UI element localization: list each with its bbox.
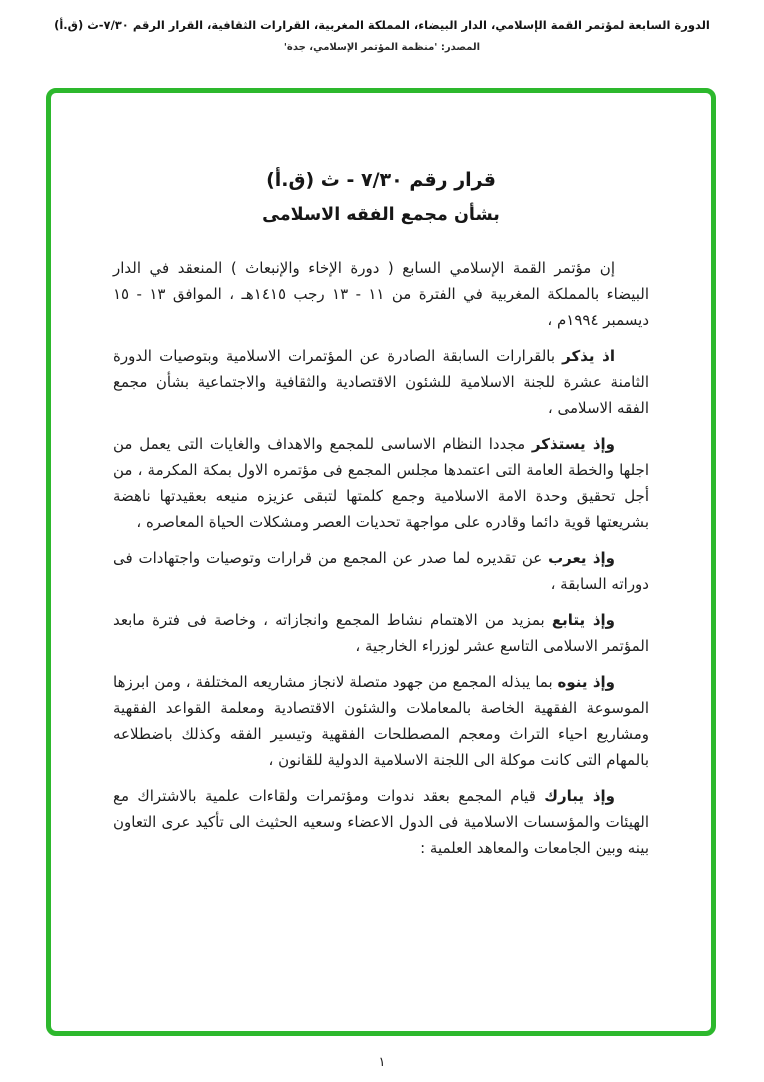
- paragraph-recalling-statute: [113, 431, 649, 535]
- document-header: [0, 0, 764, 53]
- paragraph-welcoming: [113, 783, 649, 861]
- paragraph-text: إن مؤتمر القمة الإسلامي السابع ( دورة الإخاء والإنبعاث ) المنعقد في الدار البيضاء بالمملكة المغربية في الفترة من ١١ - ١٣ رجب ١٤١٥هـ ، الموافق ١٣ - ١٥ ديسمبر ١٩٩٤م ،: [113, 259, 649, 329]
- paragraph-text: بالقرارات السابقة الصادرة عن المؤتمرات الاسلامية وبتوصيات الدورة الثامنة عشرة للجنة الاسلامية للشئون الاقتصادية والثقافية والاجتماعية بشأن مجمع الفقه الاسلامى ،: [113, 347, 649, 417]
- paragraph-text: عن تقديره لما صدر عن المجمع من قرارات وتوصيات واجتهادات فى دوراته السابقة ،: [113, 549, 649, 593]
- header-source: المصدر: 'منظمة المؤتمر الإسلامي، جدة': [283, 42, 481, 53]
- paragraph-following: [113, 607, 649, 659]
- paragraph-noting: [113, 669, 649, 773]
- paragraph-lead: اذ يذكر: [562, 347, 615, 365]
- paragraph-preamble: [113, 255, 649, 333]
- paragraph-text: مجددا النظام الاساسى للمجمع والاهداف والغايات التى يعمل من اجلها والخطة العامة التى اعتمدها مجلس المجمع فى مؤتمره الاول بمكة المكرمة ، من أجل تحقيق وحدة الامة الاسلامية وجمع كلمتها لتبقى عزيزه منيعه بعقيدتها ناهضة بشريعتها قوية دائما وقادره على مواجهة تحديات العصر ومشكلات الحياة المعاصره ،: [113, 435, 649, 531]
- paragraph-lead: وإذ يبارك: [544, 787, 616, 805]
- header-title: الدورة السابعة لمؤتمر القمة الإسلامي، الدار البيضاء، المملكة المغربية، القرارات الثقافية، القرار الرقم ٧/٣٠-ث (ق.أ): [54, 18, 710, 32]
- paragraph-lead: وإذ يتابع: [551, 611, 615, 629]
- paragraph-recalling: [113, 343, 649, 421]
- document-content: [51, 93, 711, 861]
- paragraph-lead: وإذ يستذكر: [531, 435, 615, 453]
- highlight-frame: [46, 88, 716, 1036]
- page-number: ١: [378, 1055, 386, 1070]
- paragraph-lead: وإذ يعرب: [548, 549, 615, 567]
- paragraph-text: قيام المجمع بعقد ندوات ومؤتمرات ولقاءات علمية بالاشتراك مع الهيئات والمؤسسات الاسلامية فى الدول الاعضاء وسعيه الحثيث الى تأكيد عرى التعاون بينه وبين الجامعات والمعاهد العلمية :: [113, 787, 649, 857]
- paragraph-text: بمزيد من الاهتمام نشاط المجمع وانجازاته ، وخاصة فى فترة مابعد المؤتمر الاسلامى التاسع عشر لوزراء الخارجية ،: [113, 611, 649, 655]
- paragraph-text: بما يبذله المجمع من جهود متصلة لانجاز مشاريعه المختلفة ، ومن ابرزها الموسوعة الفقهية الخاصة بالمعاملات والشئون الاقتصادية ومعلمة القواعد الفقهية ومشاريع احياء التراث ومعجم المصطلحات الفقهية وتيسير الفقه وكذلك باضطلاعه بالمهام التى كانت موكلة الى اللجنة الاسلامية الدولية للقانون ،: [113, 673, 649, 769]
- document-body: [113, 255, 649, 861]
- resolution-subject: بشأن مجمع الفقه الاسلامى: [262, 205, 500, 225]
- paragraph-appreciation: [113, 545, 649, 597]
- resolution-number: قرار رقم ٧/٣٠ - ث (ق.أ): [266, 169, 496, 191]
- paragraph-lead: وإذ ينوه: [557, 673, 616, 691]
- resolution-title-block: [113, 169, 649, 225]
